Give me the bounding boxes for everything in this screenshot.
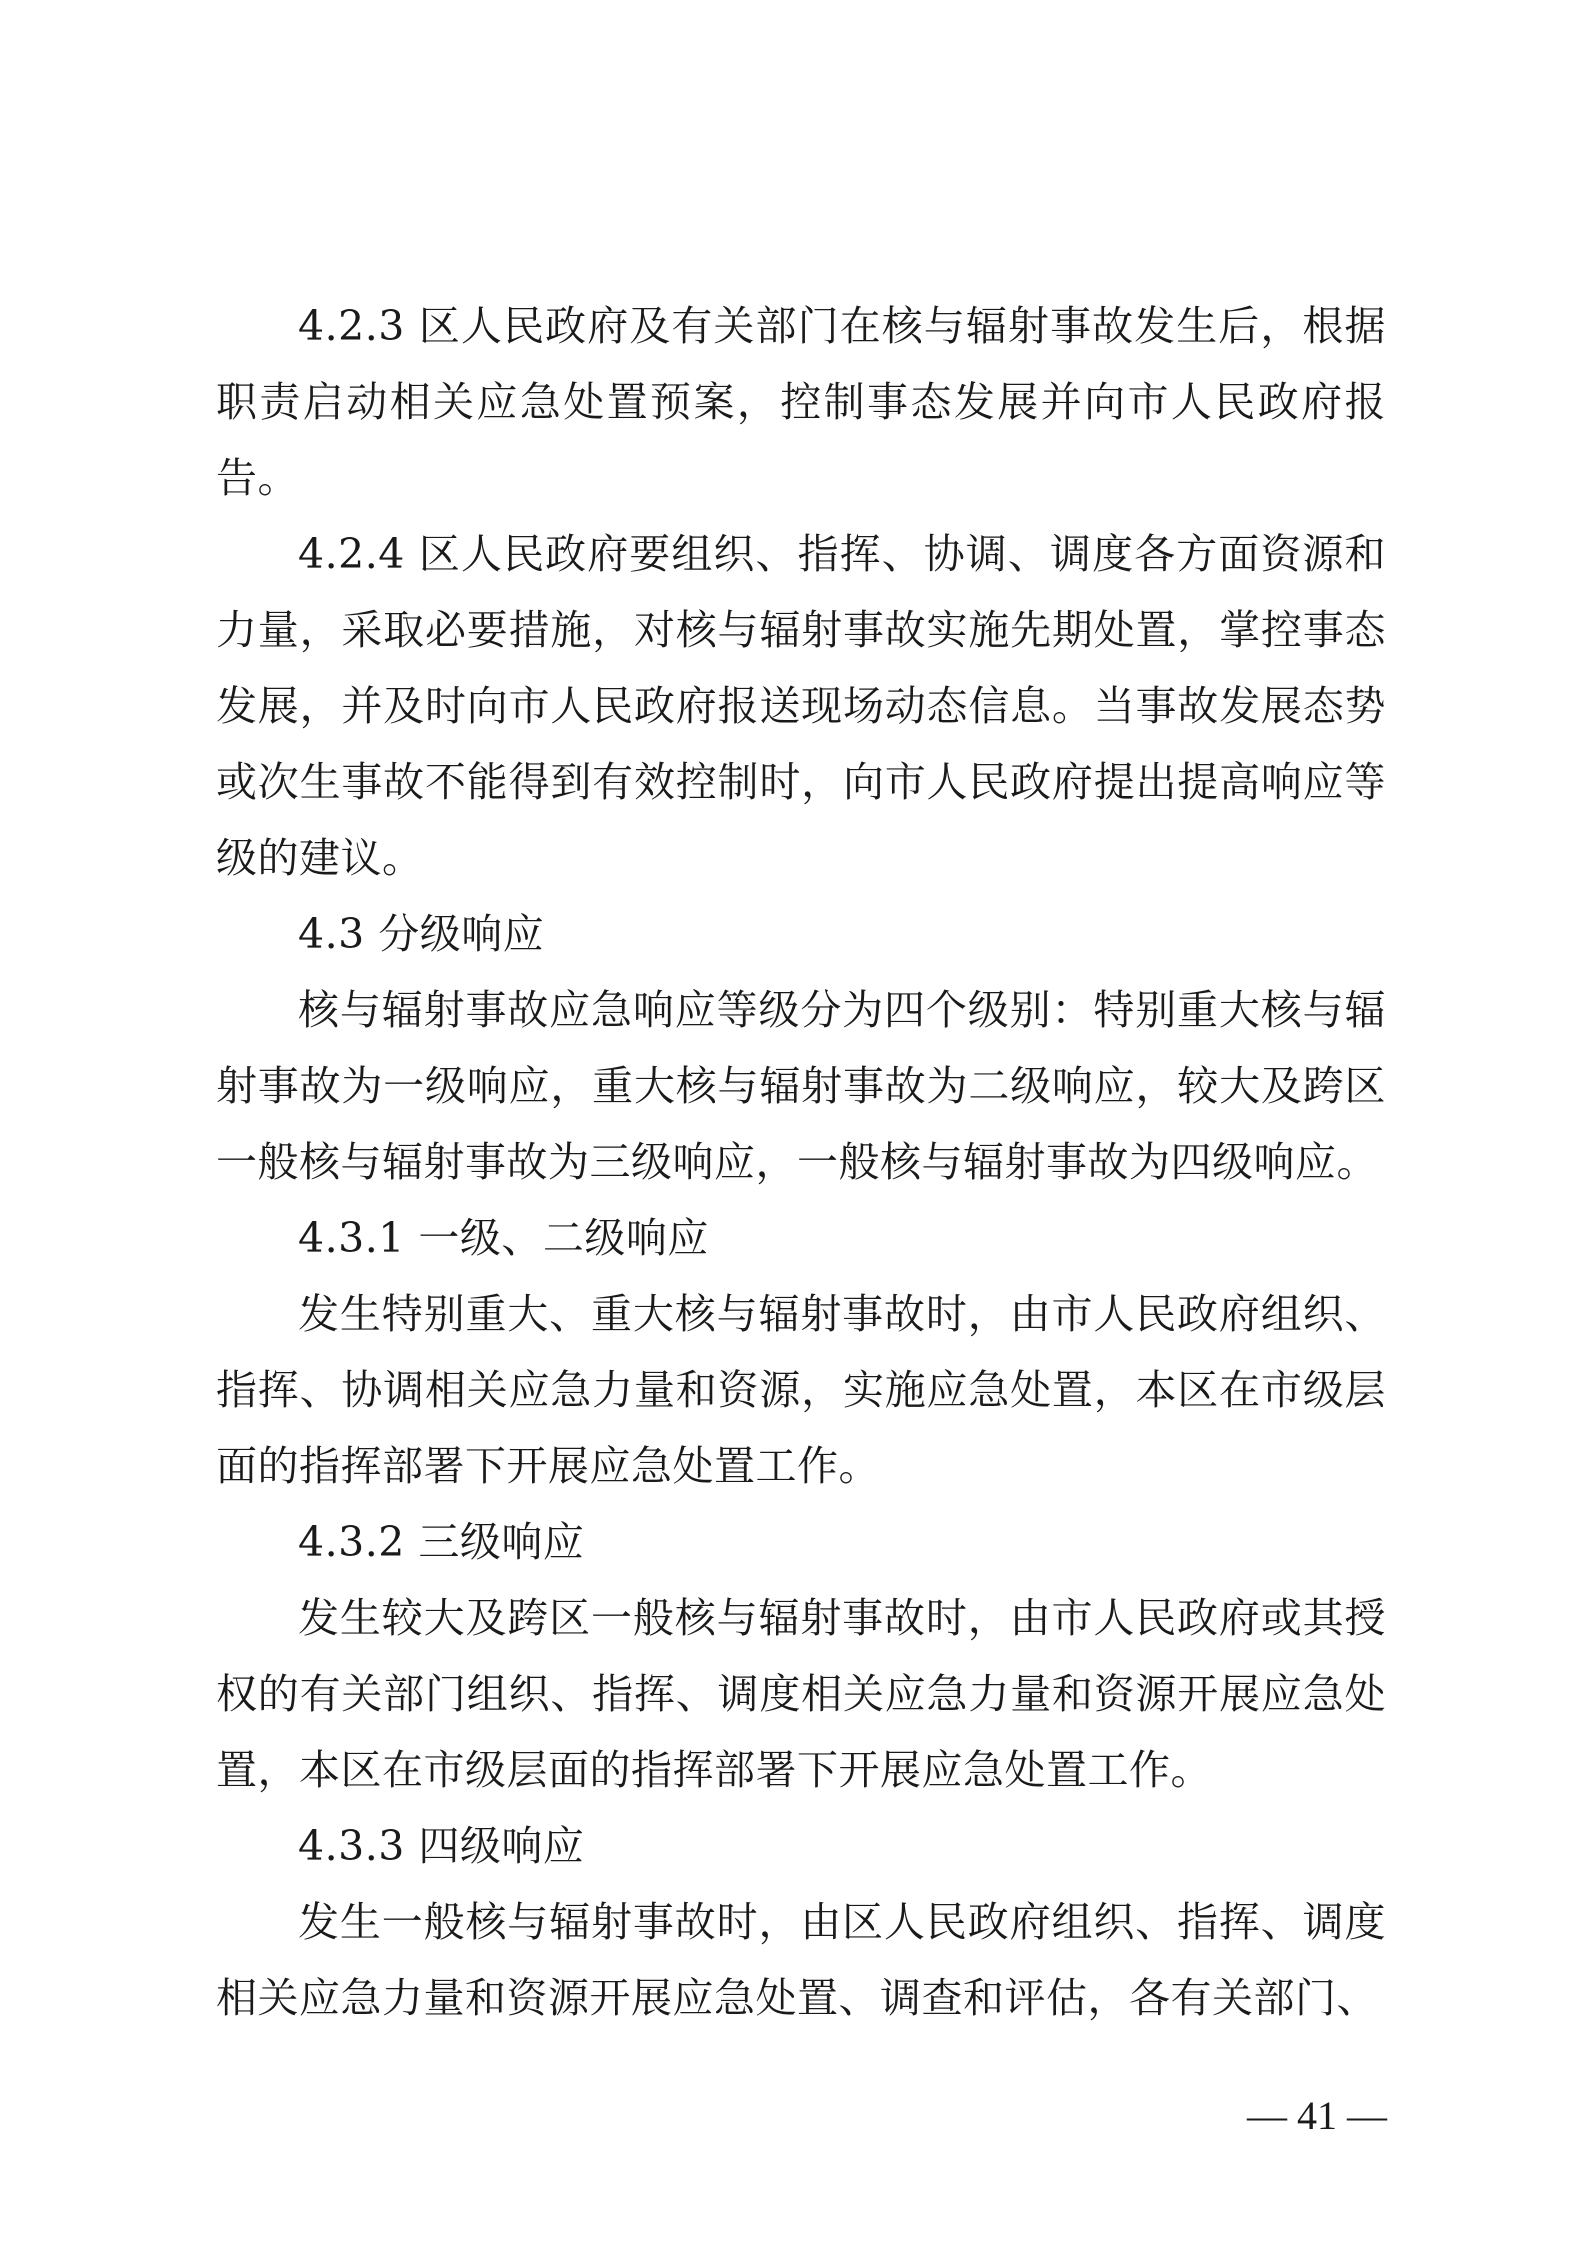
paragraph-4-2-4: 4.2.4 区人民政府要组织、指挥、协调、调度各方面资源和力量，采取必要措施，对核与辐射事故实施先期处置，掌控事态发展，并及时向市人民政府报送现场动态信息。当事故发展态势或次生事故不能得到有效控制时，向市人民政府提出提高响应等级的建议。 — [216, 530, 1386, 882]
page-number: — 41 — — [1247, 2093, 1387, 2138]
paragraph-level-4: 发生一般核与辐射事故时，由区人民政府组织、指挥、调度相关应急力量和资源开展应急处置、调查和评估，各有关部门、 — [216, 1898, 1386, 2022]
paragraph-level-1-2: 发生特别重大、重大核与辐射事故时，由市人民政府组织、指挥、协调相关应急力量和资源，实施应急处置，本区在市级层面的指挥部署下开展应急处置工作。 — [216, 1290, 1386, 1490]
section-heading-4-3-2: 4.3.2 三级响应 — [298, 1518, 585, 1566]
paragraph-level-3: 发生较大及跨区一般核与辐射事故时，由市人民政府或其授权的有关部门组织、指挥、调度相关应急力量和资源开展应急处置，本区在市级层面的指挥部署下开展应急处置工作。 — [216, 1594, 1386, 1794]
section-heading-4-3-3: 4.3.3 四级响应 — [298, 1822, 585, 1870]
body-text — [216, 288, 1386, 2036]
paragraph-4-2-3: 4.2.3 区人民政府及有关部门在核与辐射事故发生后，根据职责启动相关应急处置预案，控制事态发展并向市人民政府报告。 — [216, 302, 1386, 502]
section-heading-4-3: 4.3 分级响应 — [298, 910, 545, 958]
paragraph-response-levels: 核与辐射事故应急响应等级分为四个级别：特别重大核与辐射事故为一级响应，重大核与辐射事故为二级响应，较大及跨区一般核与辐射事故为三级响应，一般核与辐射事故为四级响应。 — [216, 986, 1386, 1186]
section-heading-4-3-1: 4.3.1 一级、二级响应 — [298, 1214, 709, 1262]
